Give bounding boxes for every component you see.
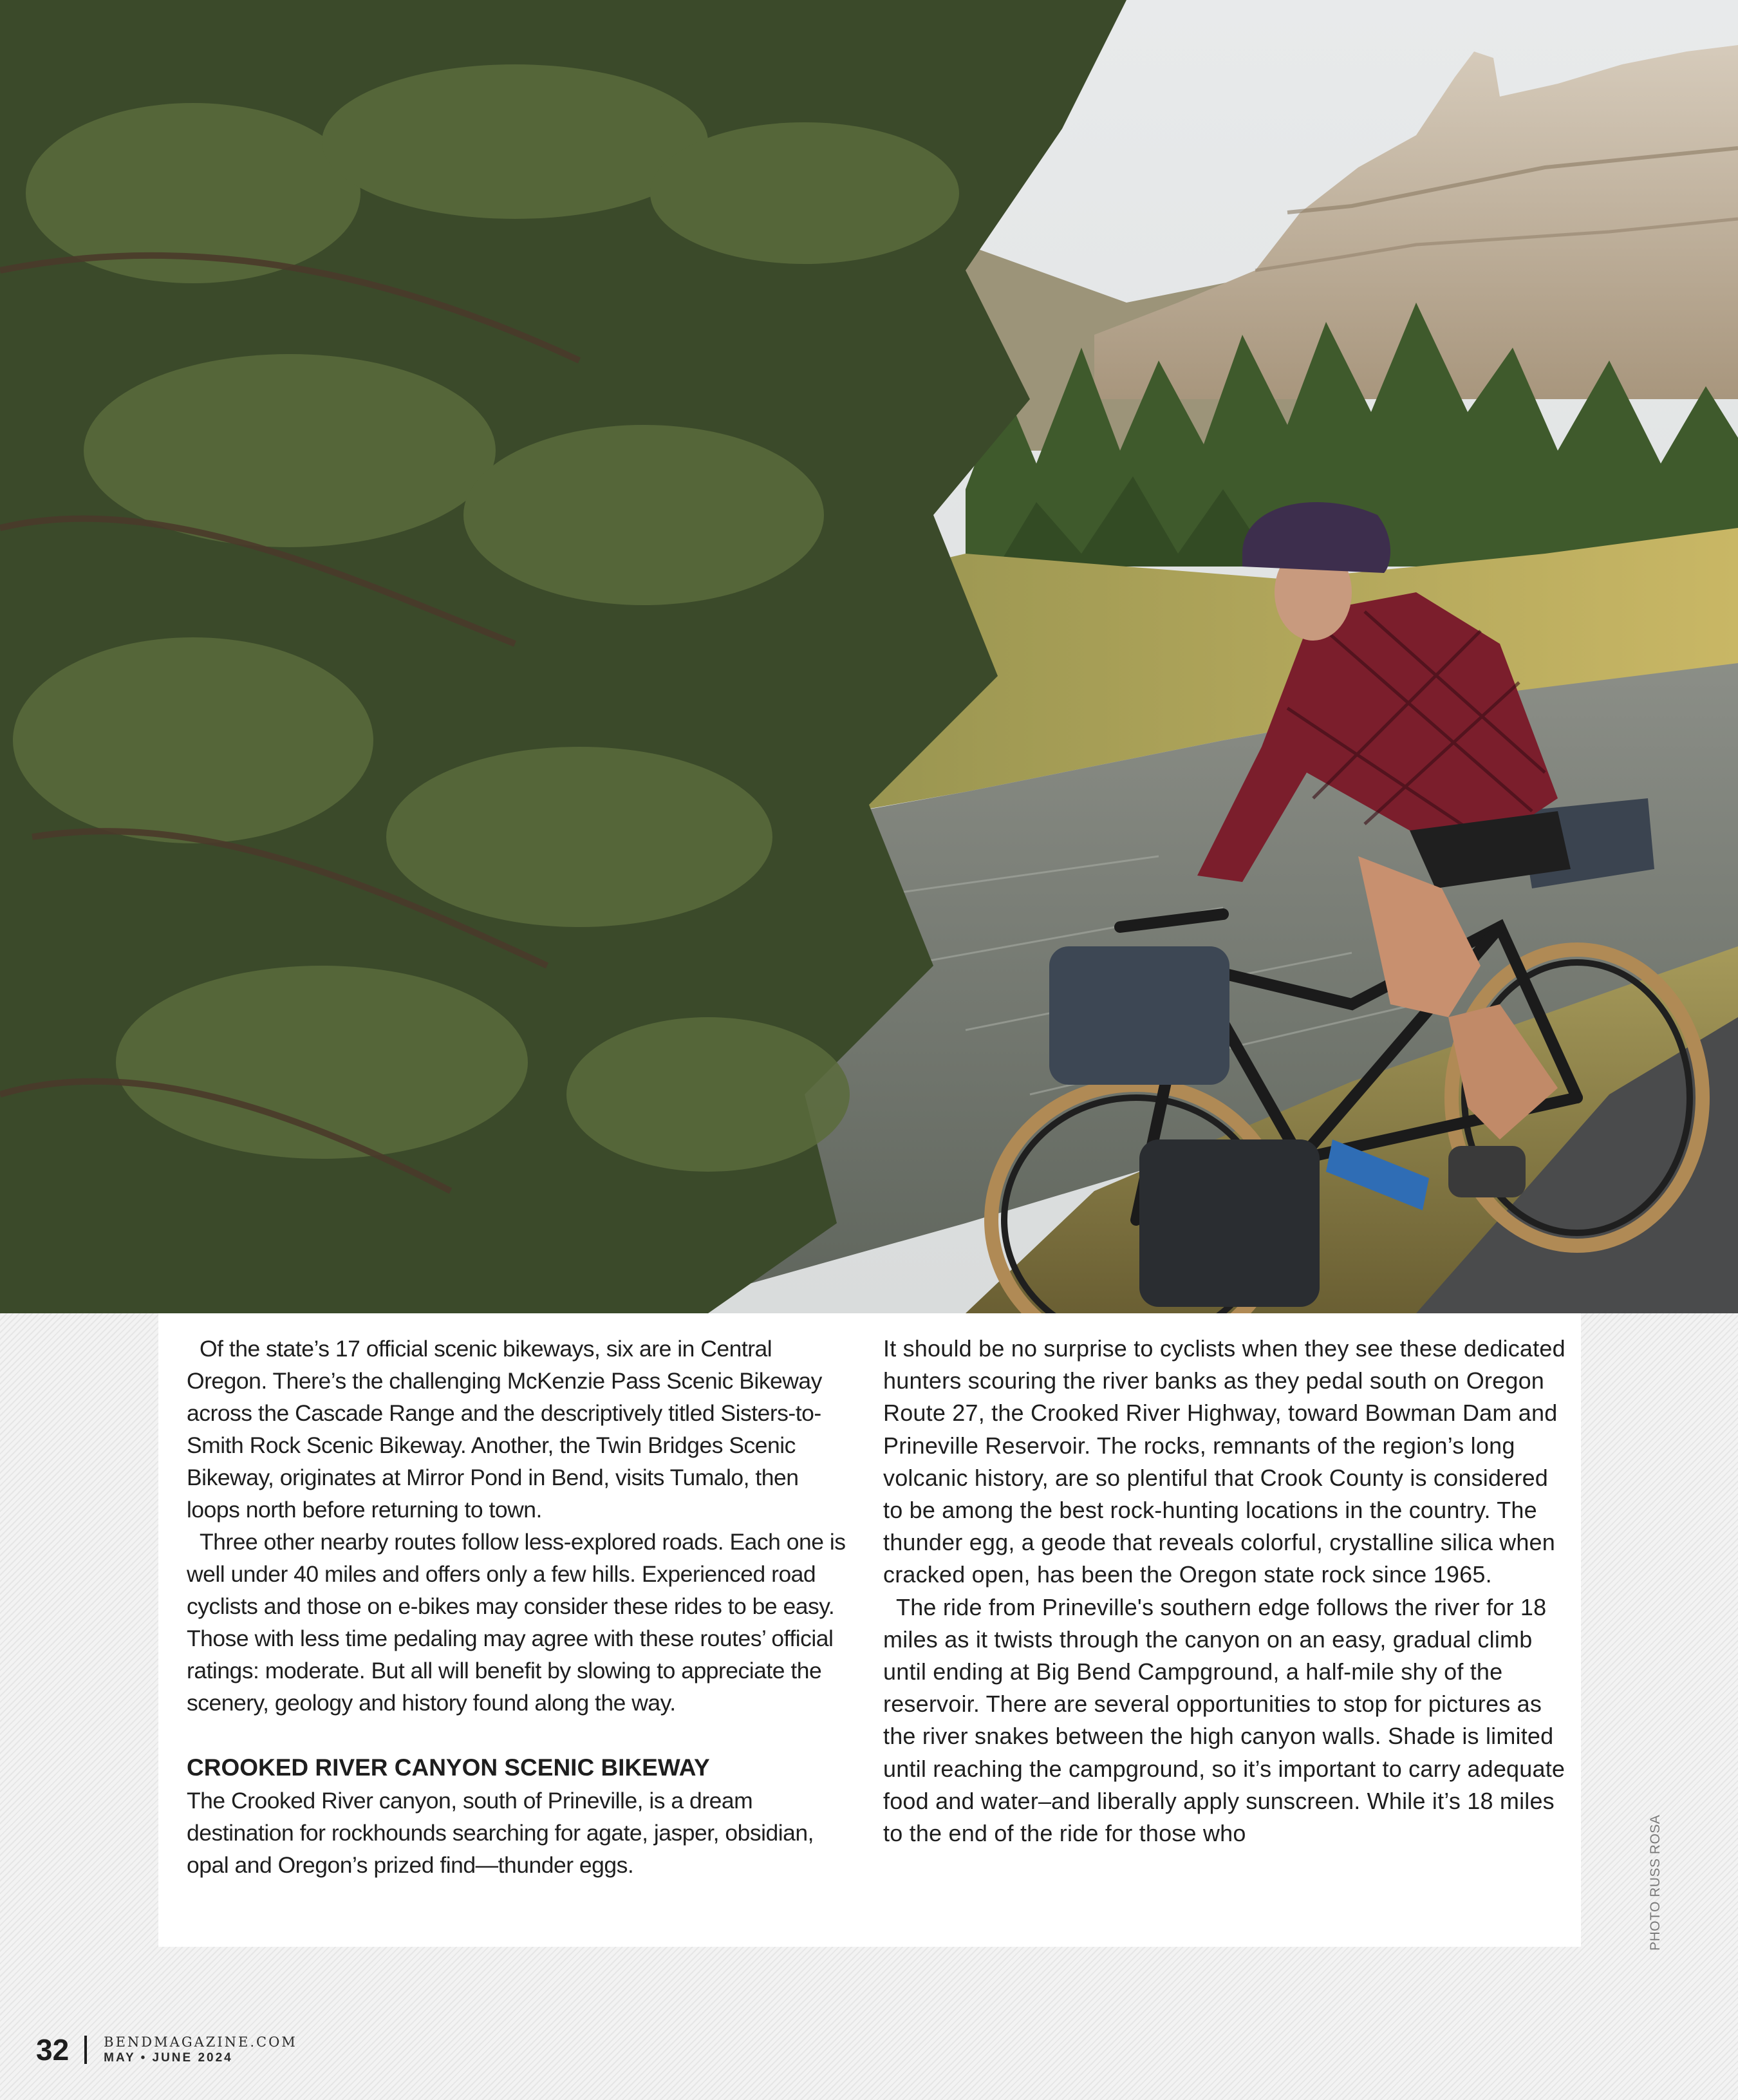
paragraph-spacer: [187, 1719, 856, 1751]
article-column-left: [187, 1333, 856, 1881]
section-heading: CROOKED RIVER CANYON SCENIC BIKEWAY: [187, 1754, 710, 1781]
page-footer: [36, 2029, 297, 2070]
site-url: BENDMAGAZINE.COM: [104, 2034, 297, 2050]
article-paragraph: Three other nearby routes follow less-explored roads. Each one is well under 40 miles and offers only a few hills. Experienced road cyclists and those on e-bikes may consider these rides to be easy. Those with less time pedaling may agree with these routes’ official ratings: moderate. But all will benefit by slowing to appreciate the scenery, geology and history found along the way.: [187, 1529, 846, 1716]
article-paragraph: The ride from Prineville's southern edge follows the river for 18 miles as it twists through the canyon on an easy, gradual climb until ending at Big Bend Campground, a half-mile shy of the reservoir. There are several opportunities to stop for pictures as the river snakes between the high canyon walls. Shade is limited until reaching the campground, so it’s important to carry adequate food and water–and liberally apply sunscreen. While it’s 18 miles to the end of the ride for those who: [883, 1593, 1565, 1847]
article-paragraph: It should be no surprise to cyclists when they see these dedicated hunters scouring the river banks as they pedal south on Oregon Route 27, the Crooked River Highway, toward Bowman Dam and Prineville Reservoir. The rocks, remnants of the region’s long volcanic history, are so plentiful that Crook County is considered to be among the best rock-hunting locations in the country. The thunder egg, a geode that reveals colorful, crystalline silica when cracked open, has been the Oregon state rock since 1965.: [883, 1335, 1565, 1588]
article-column-right: [883, 1333, 1572, 1850]
article-paragraph: The Crooked River canyon, south of Prineville, is a dream destination for rockhounds searching for agate, jasper, obsidian, opal and Oregon’s prized find—thunder eggs.: [187, 1788, 814, 1878]
footer-masthead: [104, 2034, 297, 2066]
photo-credit: PHOTO RUSS ROSA: [1648, 1814, 1663, 1951]
article-text-panel: [158, 1313, 1581, 1947]
footer-divider: [84, 2036, 87, 2064]
article-paragraph: Of the state’s 17 official scenic bikeways, six are in Central Oregon. There’s the challenging McKenzie Pass Scenic Bikeway across the Cascade Range and the descriptively titled Sisters-to-Smith Rock Scenic Bikeway. Another, the Twin Bridges Scenic Bikeway, originates at Mirror Pond in Bend, visits Tumalo, then loops north before returning to town.: [187, 1336, 822, 1523]
page-number: 32: [36, 2033, 70, 2067]
issue-date: MAY • JUNE 2024: [104, 2051, 233, 2065]
